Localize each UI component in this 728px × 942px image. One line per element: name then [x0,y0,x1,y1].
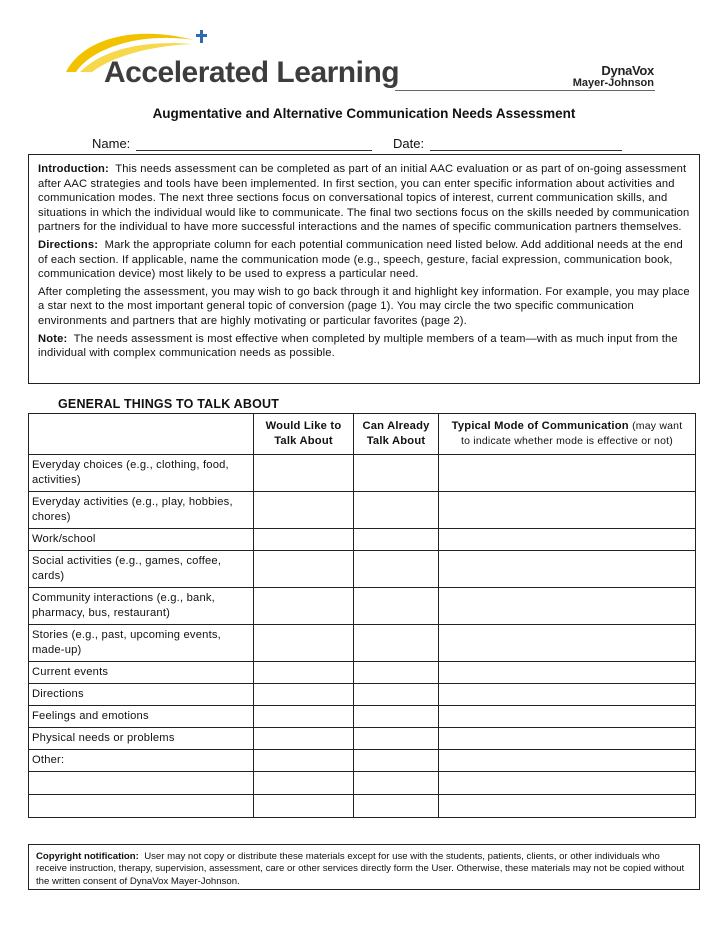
name-label: Name: [92,136,131,151]
topic-cell: Community interactions (e.g., bank, pharmacy, bus, restaurant) [29,588,254,625]
directions-label: Directions: [38,238,99,251]
table-row [29,728,696,750]
mode-column-header [439,414,696,455]
topic-cell: Other: [29,750,254,772]
can-already-cell[interactable] [354,455,439,492]
can-already-cell[interactable] [354,662,439,684]
table-header-row [29,414,696,455]
would-like-cell[interactable] [254,662,354,684]
topic-cell [29,795,254,818]
table-row [29,455,696,492]
would-like-cell[interactable] [254,625,354,662]
header [0,0,728,100]
table-row [29,588,696,625]
table-row [29,662,696,684]
directions-paragraph [38,238,691,282]
copyright-label: Copyright notification: [36,851,139,862]
after-paragraph: After completing the assessment, you may wish to go back through it and highlight key information. For example, you may place a star next to the most important general topic of conversion (page 1). You may circle the two specific communication environments and partners that are highly motivating or particular favorites (page 2). [38,285,690,327]
table-row [29,684,696,706]
assessment-table [28,413,696,818]
can-already-cell[interactable] [354,750,439,772]
can-already-cell[interactable] [354,684,439,706]
would-like-cell[interactable] [254,551,354,588]
mode-cell[interactable] [439,750,696,772]
table-row [29,772,696,795]
topic-cell: Directions [29,684,254,706]
table-row [29,625,696,662]
section-title: GENERAL THINGS TO TALK ABOUT [58,397,280,411]
mode-cell[interactable] [439,772,696,795]
topic-cell: Everyday choices (e.g., clothing, food, activities) [29,455,254,492]
copyright-box [28,844,700,890]
can-already-cell[interactable] [354,551,439,588]
date-field[interactable] [393,136,622,151]
introduction-label: Introduction: [38,163,109,175]
table-row [29,529,696,551]
mode-cell[interactable] [439,706,696,728]
mode-cell[interactable] [439,529,696,551]
would-like-column-header: Would Like to Talk About [254,414,354,455]
note-text: The needs assessment is most effective when completed by multiple members of a team—with as much input from the individual with complex communication needs as possible. [38,332,678,360]
can-already-column-header: Can Already Talk About [354,414,439,455]
would-like-cell[interactable] [254,455,354,492]
mode-cell[interactable] [439,588,696,625]
mode-column-note-2: to indicate whether mode is effective or not) [461,435,673,447]
note-label: Note: [38,332,68,345]
logo-divider [395,90,655,91]
would-like-cell[interactable] [254,706,354,728]
can-already-cell[interactable] [354,772,439,795]
topic-cell: Stories (e.g., past, upcoming events, made-up) [29,625,254,662]
copyright-text: User may not copy or distribute these materials except for use with the students, patients, clients, or other individuals who receive instruction, therapy, supervision, assessment, care or other services directly form the User. Otherwise, these materials may not be copied without the written consent of DynaVox Mayer-Johnson. [36,851,685,887]
name-field[interactable] [92,136,372,151]
topic-cell: Social activities (e.g., games, coffee, cards) [29,551,254,588]
table-row [29,750,696,772]
would-like-cell[interactable] [254,588,354,625]
topic-cell: Feelings and emotions [29,706,254,728]
would-like-cell[interactable] [254,492,354,529]
mode-cell[interactable] [439,728,696,750]
can-already-cell[interactable] [354,492,439,529]
logo-text: Accelerated Learning [104,56,400,89]
introduction-paragraph [38,162,691,235]
mode-cell[interactable] [439,625,696,662]
instructions-box [28,154,700,384]
date-line[interactable] [430,138,622,151]
table-row [29,795,696,818]
topic-cell: Current events [29,662,254,684]
table-row [29,492,696,529]
note-paragraph [38,332,691,361]
can-already-cell[interactable] [354,795,439,818]
mode-cell[interactable] [439,662,696,684]
topic-cell: Physical needs or problems [29,728,254,750]
table-row [29,706,696,728]
partner-logo-line1: DynaVox [601,63,654,78]
name-line[interactable] [136,138,372,151]
introduction-text: This needs assessment can be completed as part of an initial AAC evaluation or as part of on-going assessment after AAC strategies and tools have been implemented. In first section, you can enter specific information about activities and communication modes. The next three sections focus on conversational topics of interest, current communication skills, and situations in which the individual would like to communicate. The final two sections focus on the skills needed by communication partners for the individual to have more successful interactions and the names of specific communication partners themselves. [38,163,690,234]
table-row [29,551,696,588]
can-already-cell[interactable] [354,588,439,625]
topic-cell: Work/school [29,529,254,551]
can-already-cell[interactable] [354,706,439,728]
topic-cell [29,772,254,795]
would-like-cell[interactable] [254,529,354,551]
mode-cell[interactable] [439,455,696,492]
mode-cell[interactable] [439,684,696,706]
mode-cell[interactable] [439,795,696,818]
table-body [29,455,696,818]
would-like-cell[interactable] [254,684,354,706]
can-already-cell[interactable] [354,728,439,750]
partner-logo [573,65,654,89]
mode-cell[interactable] [439,492,696,529]
partner-logo-line2: Mayer-Johnson [572,77,654,89]
would-like-cell[interactable] [254,772,354,795]
topic-cell: Everyday activities (e.g., play, hobbies, chores) [29,492,254,529]
mode-column-note: (may want [632,420,683,432]
can-already-cell[interactable] [354,529,439,551]
can-already-cell[interactable] [354,625,439,662]
document-title: Augmentative and Alternative Communication Needs Assessment [152,106,576,121]
date-label: Date: [393,136,425,151]
would-like-cell[interactable] [254,795,354,818]
would-like-cell[interactable] [254,728,354,750]
mode-cell[interactable] [439,551,696,588]
mode-column-title: Typical Mode of Communication [451,420,629,432]
would-like-cell[interactable] [254,750,354,772]
topic-column-header [29,414,254,455]
directions-text: Mark the appropriate column for each potential communication need listed below. Add additional needs at the end of each section. If applicable, name the communication mode (e.g., speech, gesture, facial expression, communication book, communication device) most likely to be used to express a particular need. [38,238,683,281]
